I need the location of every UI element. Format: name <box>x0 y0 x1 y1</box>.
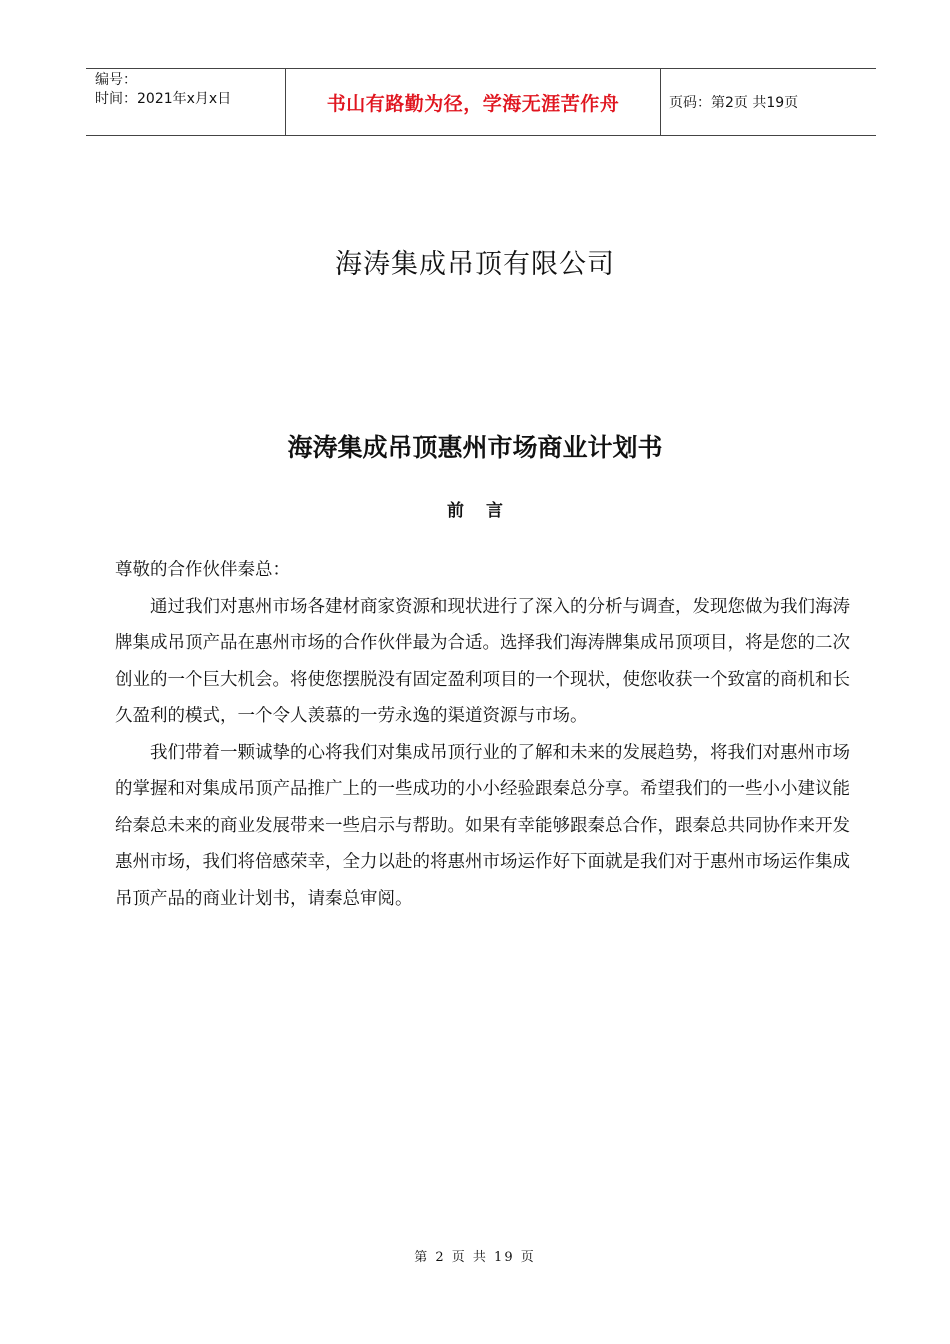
paragraph-1: 通过我们对惠州市场各建材商家资源和现状进行了深入的分析与调查，发现您做为我们海涛牌集成吊顶产品在惠州市场的合作伙伴最为合适。选择我们海涛牌集成吊顶项目，将是您的二次创业的一个巨大机会。将使您摆脱没有固定盈利项目的一个现状，使您收获一个致富的商机和长久盈利的模式，一个令人羡慕的一劳永逸的渠道资源与市场。 <box>115 596 850 726</box>
document-title: 海涛集成吊顶惠州市场商业计划书 <box>287 433 663 462</box>
header-number-label: 编号： <box>95 72 137 88</box>
salutation: 尊敬的合作伙伴秦总： <box>115 560 290 580</box>
paragraph-2: 我们带着一颗诚挚的心将我们对集成吊顶行业的了解和未来的发展趋势，将我们对惠州市场的掌握和对集成吊顶产品推广上的一些成功的小小经验跟秦总分享。希望我们的一些小小建议能给秦总未来的商业发展带来一些启示与帮助。如果有幸能够跟秦总合作，跟秦总共同协作来开发惠州市场，我们将倍感荣幸，全力以赴的将惠州市场运作好下面就是我们对于惠州市场运作集成吊顶产品的商业计划书，请秦总审阅。 <box>115 742 850 909</box>
page-footer: 第 2 页 共 19 页 <box>414 1250 536 1265</box>
header-motto: 书山有路勤为径，学海无涯苦作舟 <box>286 69 661 135</box>
header-table <box>86 68 876 136</box>
company-name: 海涛集成吊顶有限公司 <box>335 249 615 280</box>
section-title: 前言 <box>447 501 525 521</box>
header-meta <box>86 69 286 135</box>
header-time-label: 时间：2021年x月x日 <box>95 91 232 107</box>
letter-body <box>115 552 850 917</box>
header-page-info: 页码：第2页 共19页 <box>669 95 799 111</box>
